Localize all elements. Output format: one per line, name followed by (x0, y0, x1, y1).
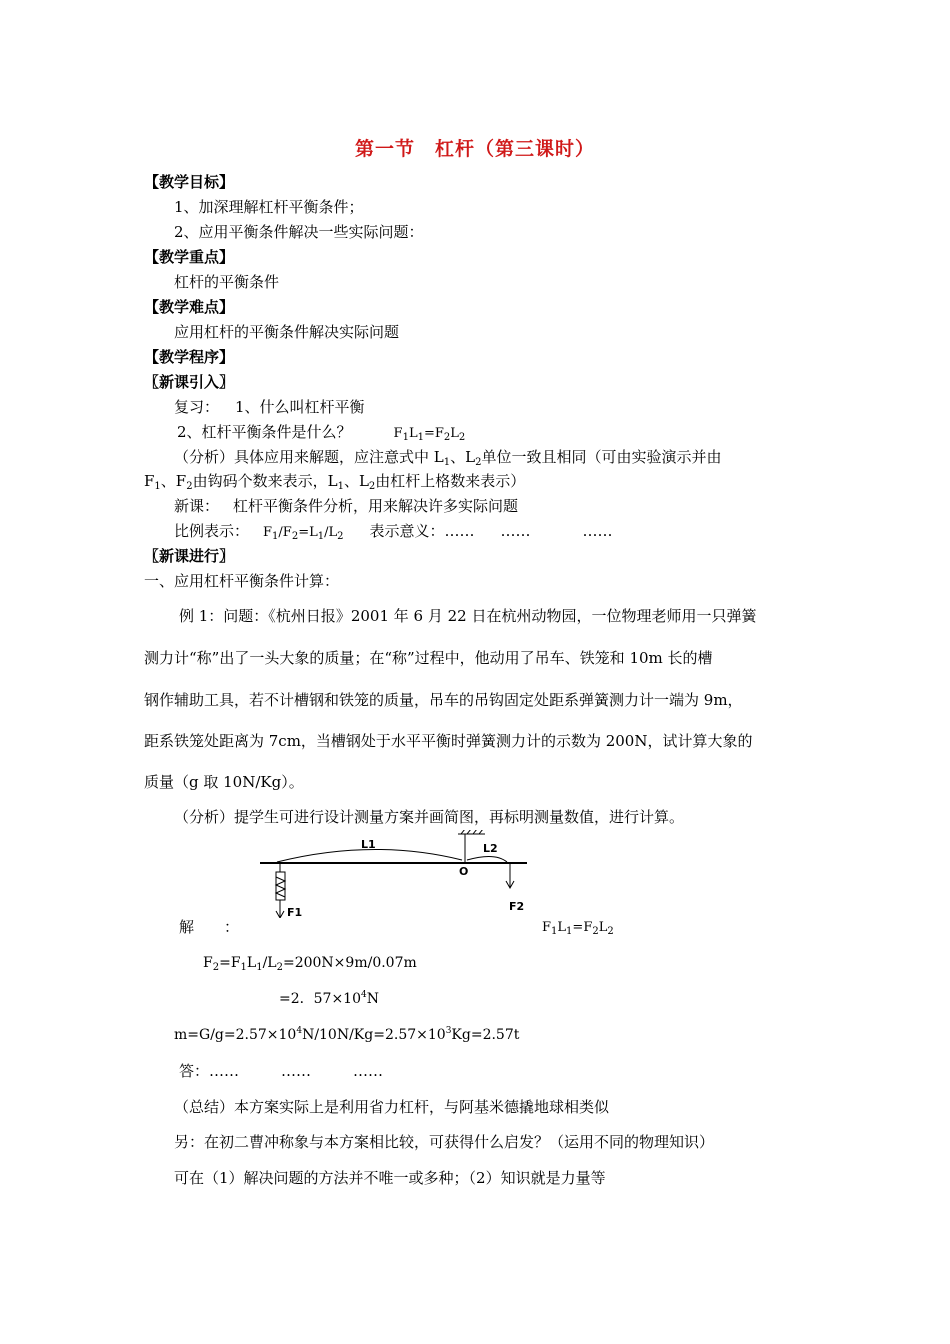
solution-label: 解 ： (179, 918, 240, 936)
calc-text: Kg=2.57t (451, 1027, 520, 1043)
solution-formula: $F_1L_1=F_2L_2$ (542, 920, 614, 937)
ellipsis: …… (582, 522, 613, 540)
objectives-heading: 【教学目标】 (144, 173, 235, 191)
lever-diagram (255, 830, 535, 918)
review-label: 复习： (174, 398, 220, 416)
calc-line-2 (279, 989, 379, 1009)
section-heading: 一、应用杠杆平衡条件计算： (144, 572, 340, 590)
example-line-3: 钢作辅助工具，若不计槽钢和铁笼的质量，吊车的吊钩固定处距系弹簧测力计一端为 9m， (144, 691, 743, 709)
another-text: 另：在初二曹冲称象与本方案相比较，可获得什么启发？（运用不同的物理知识） (174, 1133, 715, 1151)
l2-arc (467, 856, 507, 862)
new-lesson-label: 新课： (174, 497, 220, 515)
calc-text: =2．57×10 (279, 991, 361, 1007)
spring-coil (276, 877, 285, 897)
analysis-text: 、L (343, 472, 369, 490)
calc-text: m=G/g=2.57×10 (174, 1027, 297, 1043)
calc-text: N/10N/Kg=2.57×10 (302, 1027, 446, 1043)
pivot-label: O (459, 865, 469, 878)
analysis-design: （分析）提学生可进行设计测量方案并画简图，再标明测量数值，进行计算。 (174, 808, 685, 826)
key-point-text: 杠杆的平衡条件 (174, 273, 280, 291)
review-question-2: 2、杠杆平衡条件是什么？ (177, 423, 352, 441)
calc-line-1: $F_2=F_1L_1/L_2=200N\times 9m/0.07m$ (203, 955, 417, 973)
progress-heading: 〖新课进行〗 (144, 547, 235, 565)
l1-arc (277, 849, 462, 862)
ellipsis: …… (500, 522, 531, 540)
answer-line (179, 1061, 383, 1081)
page-title: 第一节 杠杆（第三课时） (354, 138, 595, 160)
example-line-1: 例 1：问题：《杭州日报》2001 年 6 月 22 日在杭州动物园，一位物理老师用一只弹簧 (179, 607, 757, 625)
ratio-formula: $F_1/F_2=L_1/L_2$ (263, 525, 344, 542)
key-point-heading: 【教学重点】 (144, 248, 235, 266)
intro-heading: 〖新课引入〗 (144, 373, 235, 391)
review-question-2-line (177, 422, 465, 444)
may-text: 可在（1）解决问题的方法并不唯一或多种；（2）知识就是力量等 (174, 1169, 606, 1187)
analysis-text: 、F (160, 472, 187, 490)
analysis-text: 、L (450, 448, 476, 466)
balance-formula: $F_1L_1=F_2L_2$ (393, 426, 466, 443)
support-hatch (461, 830, 483, 834)
difficulty-text: 应用杠杆的平衡条件解决实际问题 (174, 323, 400, 341)
ellipsis: …… (353, 1062, 384, 1080)
analysis-text: （分析）具体应用来解题，应注意式中 L (174, 448, 444, 466)
f2-label: F2 (509, 900, 525, 913)
objective-item-1: 1、加深理解杠杆平衡条件； (174, 198, 364, 216)
ellipsis: …… (281, 1062, 312, 1080)
ratio-line (174, 521, 613, 543)
analysis-line-1: （分析）具体应用来解题，应注意式中 $L_1$、$L_2$单位一致且相同（可由实验演示并由 (174, 448, 722, 468)
meaning-label: 表示意义： (369, 522, 445, 540)
ellipsis: …… (444, 522, 475, 540)
calc-line-3 (174, 1025, 519, 1045)
analysis-line-2: $F_1$、$F_2$由钩码个数来表示，$L_1$、$L_2$由杠杆上格数来表示） (144, 472, 526, 492)
calc-text: N (366, 991, 379, 1007)
difficulty-heading: 【教学难点】 (144, 298, 235, 316)
analysis-text: 由钩码个数来表示，L (192, 472, 338, 490)
new-lesson-line (174, 496, 518, 516)
review-line (174, 397, 365, 417)
f1-label: F1 (287, 906, 303, 918)
exponent: 4 (296, 1026, 303, 1036)
procedure-heading: 【教学程序】 (144, 348, 235, 366)
analysis-text: 单位一致且相同（可由实验演示并由 (481, 448, 722, 466)
ratio-label: 比例表示： (174, 522, 250, 540)
example-line-2: 测力计“称”出了一头大象的质量；在“称”过程中，他动用了吊车、铁笼和 10m 长的槽 (144, 649, 713, 667)
example-line-4: 距系铁笼处距离为 7cm，当槽钢处于水平平衡时弹簧测力计的示数为 200N，试计算大象的 (144, 732, 753, 750)
objective-item-2: 2、应用平衡条件解决一些实际问题： (174, 223, 424, 241)
analysis-text: 由杠杆上格数来表示） (375, 472, 526, 490)
example-line-5: 质量（g 取 10N/Kg）。 (144, 773, 304, 791)
conclusion-text: （总结）本方案实际上是利用省力杠杆，与阿基米德撬地球相类似 (174, 1098, 610, 1116)
calc-text: =200N×9m/0.07m (282, 955, 417, 971)
analysis-text: F (144, 472, 155, 490)
answer-text: 答：…… (179, 1062, 240, 1080)
l1-label: L1 (361, 838, 376, 851)
review-question-1: 1、什么叫杠杆平衡 (235, 398, 365, 416)
exponent: 3 (445, 1026, 452, 1036)
l2-label: L2 (483, 842, 498, 855)
exponent: 4 (361, 990, 367, 1000)
new-lesson-text: 杠杆平衡条件分析，用来解决许多实际问题 (233, 497, 519, 515)
